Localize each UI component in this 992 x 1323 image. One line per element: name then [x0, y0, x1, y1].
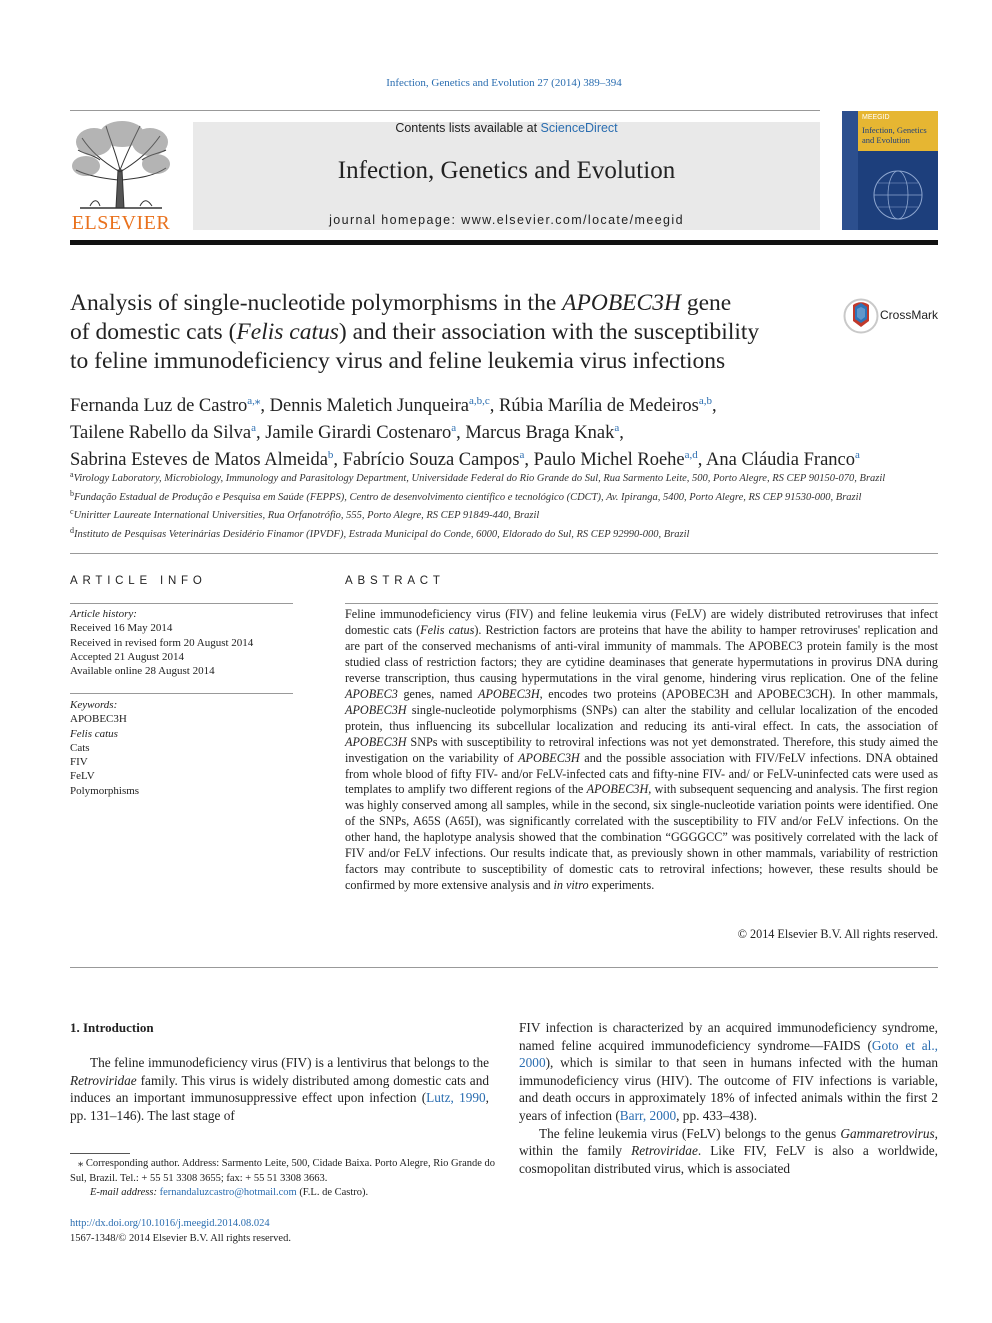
- author-affiliation-marker[interactable]: a,⁎: [247, 395, 261, 407]
- cover-title-line2: and Evolution: [862, 135, 910, 145]
- body-column-right: FIV infection is characterized by an acquired immunodeficiency syndrome, named feline acquired immunodeficiency syndrome—FAIDS (Goto et al., 2000), which is similar to that seen in humans infected with the human immunodeficiency virus (HIV). The outcome of FIV infections is variable, and death occurs in approximately 18% of infected animals within the first 2 years of infection (Barr, 2000, pp. 433–438). The feline leukemia virus (FeLV) belongs to the genus Gammaretrovirus, within the family Retroviridae. Like FIV, FeLV is also a worldwide, cosmopolitan distributed virus, which is associated: [519, 1020, 938, 1176]
- accepted-date: Accepted 21 August 2014: [70, 650, 184, 663]
- abstract-rule: [345, 603, 938, 604]
- affiliation-key: c: [70, 507, 74, 516]
- article-title: Analysis of single-nucleotide polymorphisms in the APOBEC3H gene of domestic cats (Felis catus) and their association with the susceptibility to feline immunodeficiency virus and feline leukemia virus infections: [70, 290, 760, 374]
- author-separator: ,: [255, 423, 266, 443]
- author-separator: ,: [697, 450, 707, 470]
- doi-block: [70, 1217, 291, 1246]
- doi-link[interactable]: http://dx.doi.org/10.1016/j.meegid.2014.08.024: [70, 1218, 270, 1229]
- author-separator: ,: [333, 450, 343, 470]
- author-name[interactable]: Sabrina Esteves de Matos Almeida: [70, 450, 328, 470]
- email-link[interactable]: fernandaluzcastro@hotmail.com: [159, 1187, 297, 1198]
- abstract-text: Feline immunodeficiency virus (FIV) and feline leukemia virus (FeLV) are widely distributed retroviruses that infect domestic cats (Felis catus). Restriction factors are proteins that have the ability to hamper retroviruses' replication and are part of the conserved mechanisms of anti-viral immunity of mammals. The APOBEC3 protein family is the most studied class of restriction factors; they are cytidine deaminases that generate hypermutations in provirus DNA during reverse transcription, thus causing hypermutations in the viral genome, hindering virus replication. One of the feline APOBEC3 genes, named APOBEC3H, encodes two proteins (APOBEC3H and APOBEC3CH). In other mammals, APOBEC3H single-nucleotide polymorphisms (SNPs) can alter the stability and cellular localization of the encoded protein, thus influencing its subcellular localization and reducing its anti-viral effect. In cats, the association of APOBEC3H SNPs with susceptibility to retroviral infections was not yet demonstrated. Therefore, this study aimed the investigation on the variability of APOBEC3H and the possible association with FIV/FeLV infections. DNA obtained from whole blood of fifty FIV- and/or FeLV-infected cats and fifty-nine FIV- and/ or FeLV-uninfected cats were used as templates to amplify two different regions of the APOBEC3H, with subsequent sequencing and analysis. The first region was highly conserved among all samples, while in the second, six single-nucleotide variation points were identified. One of the SNPs, A65S (A65I), was significantly correlated with the susceptibility to FIV and/or FeLV infections. On the other hand, the haplotype analysis showed that the combination “GGGGCC” was positively correlated with the lack of FIV and/or FeLV infections. Our results indicate that, as previously shown in other mammals, variability of restriction factors may contribute to susceptibility of domestic cats to retroviral infections; however, these results should be confirmed by more extensive analysis and in vitro experiments.: [345, 607, 938, 893]
- affiliation-text: Fundação Estadual de Produção e Pesquisa em Saúde (FEPPS), Centro de desenvolvimento científico e tecnológico (CDCT), Av. Ipiranga, 5400, Porto Alegre, RS CEP 91530-000, Brazil: [74, 491, 862, 503]
- affiliation-text: Instituto de Pesquisas Veterinárias Desidério Finamor (IPVDF), Estrada Municipal do Conde, 6000, Eldorado do Sul, RS CEP 92990-000, Brazil: [74, 528, 690, 540]
- cover-left-strip: [842, 111, 858, 230]
- keywords: [70, 698, 139, 798]
- affiliation-item: [70, 468, 938, 487]
- cover-journal-name: MEEGID: [862, 114, 890, 121]
- author-affiliation-marker[interactable]: a,b,c: [468, 395, 490, 407]
- author-separator: ,: [456, 423, 466, 443]
- history-label: Article history:: [70, 608, 137, 620]
- author-name[interactable]: Marcus Braga Knak: [465, 423, 615, 443]
- contents-prefix: Contents lists available at: [395, 121, 541, 135]
- crossmark-icon: [843, 297, 879, 335]
- abstract-copyright: © 2014 Elsevier B.V. All rights reserved.: [737, 927, 938, 941]
- affiliation-key: d: [70, 525, 74, 535]
- article-history: [70, 607, 253, 678]
- affiliation-item: [70, 524, 938, 543]
- author-list: [70, 390, 950, 471]
- keyword: FIV: [70, 756, 88, 769]
- footnote-mark: ⁎: [78, 1158, 84, 1169]
- journal-reference[interactable]: Infection, Genetics and Evolution 27 (2014) 389–394: [386, 77, 622, 89]
- journal-title: Infection, Genetics and Evolution: [337, 157, 676, 184]
- author-affiliation-marker[interactable]: a: [451, 422, 457, 434]
- affiliation-item: [70, 505, 938, 524]
- author-name[interactable]: Tailene Rabello da Silva: [70, 423, 252, 443]
- author-affiliation-marker[interactable]: a: [614, 422, 620, 434]
- author-name[interactable]: Fernanda Luz de Castro: [70, 396, 248, 416]
- citation-link[interactable]: Barr, 2000: [619, 1107, 677, 1123]
- email-suffix: (F.L. de Castro).: [296, 1187, 369, 1198]
- author-separator: ,: [489, 396, 499, 416]
- section-heading-introduction: 1. Introduction: [70, 1020, 154, 1035]
- body-column-left: The feline immunodeficiency virus (FIV) is a lentivirus that belongs to the Retroviridae family. This virus is widely distributed among domestic cats and induces an important immunosuppressive effect upon infection (Lutz, 1990, pp. 131–146). The last stage of: [70, 1055, 489, 1123]
- keyword: Felis catus: [70, 727, 118, 740]
- author-separator: ,: [711, 396, 717, 416]
- author-affiliation-marker[interactable]: a: [855, 449, 860, 461]
- keyword: APOBEC3H: [70, 713, 127, 726]
- author-name[interactable]: Jamile Girardi Costenaro: [265, 423, 452, 443]
- journal-homepage: [193, 213, 820, 227]
- corresponding-text: Corresponding author. Address: Sarmento Leite, 500, Cidade Baixa. Porto Alegre, Rio Grande do Sul, Brazil. Tel.: + 55 51 3308 3655; fax: + 55 51 3308 3663.: [70, 1158, 496, 1184]
- received-date: Received 16 May 2014: [70, 622, 173, 635]
- body-divider: [70, 967, 938, 968]
- cover-journal-title: [862, 125, 927, 145]
- journal-cover-thumbnail[interactable]: [842, 111, 938, 230]
- header-top-rule: [70, 110, 820, 111]
- author-affiliation-marker[interactable]: a: [519, 449, 525, 461]
- author-name[interactable]: Rúbia Marília de Medeiros: [498, 396, 699, 416]
- cover-globe-icon: [868, 165, 928, 225]
- author-name[interactable]: Fabrício Souza Campos: [342, 450, 520, 470]
- author-affiliation-marker[interactable]: a: [251, 422, 256, 434]
- affiliation-key: b: [70, 488, 74, 498]
- homepage-url-link[interactable]: www.elsevier.com/locate/meegid: [461, 213, 684, 227]
- corresponding-author-footnote: [70, 1157, 495, 1201]
- elsevier-wordmark: ELSEVIER: [71, 212, 171, 234]
- article-info-rule: [70, 603, 293, 604]
- affiliation-item: [70, 487, 938, 506]
- keywords-rule: [70, 693, 293, 694]
- author-separator: ,: [524, 450, 534, 470]
- crossmark-label[interactable]: CrossMark: [880, 308, 939, 322]
- author-separator: ,: [619, 423, 624, 443]
- author-name[interactable]: Dennis Maletich Junqueira: [269, 396, 469, 416]
- cover-title-line1: Infection, Genetics: [862, 125, 927, 135]
- footnote-rule: [70, 1153, 130, 1154]
- contents-line: [193, 121, 820, 135]
- keyword: Polymorphisms: [70, 784, 140, 797]
- affiliation-key: a: [70, 470, 74, 479]
- affiliation-list: [70, 468, 938, 542]
- author-affiliation-marker[interactable]: b: [327, 449, 334, 461]
- email-label: E-mail address:: [90, 1187, 160, 1198]
- header-bottom-rule: [70, 240, 938, 245]
- keyword: FeLV: [70, 770, 95, 783]
- author-name[interactable]: Paulo Michel Roehe: [533, 450, 685, 470]
- affiliation-text: Virology Laboratory, Microbiology, Immunology and Parasitology Department, Universidade Federal do Rio Grande do Sul, Rua Sarmento Leite, 500, Porto Alegre, RS CEP 90150-070, Brazil: [73, 473, 886, 484]
- abstract-heading: ABSTRACT: [345, 575, 445, 587]
- affiliation-text: Uniritter Laureate International Universities, Rua Orfanotrófio, 555, Porto Alegre, RS CEP 91849-440, Brazil: [73, 510, 540, 521]
- author-separator: ,: [260, 396, 270, 416]
- issn-copyright: 1567-1348/© 2014 Elsevier B.V. All rights reserved.: [70, 1232, 291, 1244]
- sciencedirect-link[interactable]: ScienceDirect: [540, 121, 618, 135]
- citation-link[interactable]: Lutz, 1990: [426, 1090, 486, 1106]
- author-name[interactable]: Ana Cláudia Franco: [706, 450, 856, 470]
- citation-link[interactable]: Goto et al., 2000: [519, 1037, 938, 1071]
- author-affiliation-marker[interactable]: a,d: [684, 449, 698, 461]
- section-divider: [70, 553, 938, 554]
- keyword: Cats: [70, 741, 90, 754]
- homepage-prefix: journal homepage:: [329, 213, 462, 227]
- article-info-heading: ARTICLE INFO: [70, 575, 207, 587]
- author-affiliation-marker[interactable]: a,b: [698, 395, 712, 407]
- keywords-label: Keywords:: [70, 699, 118, 711]
- revised-date: Received in revised form 20 August 2014: [70, 636, 254, 649]
- online-date: Available online 28 August 2014: [70, 665, 215, 678]
